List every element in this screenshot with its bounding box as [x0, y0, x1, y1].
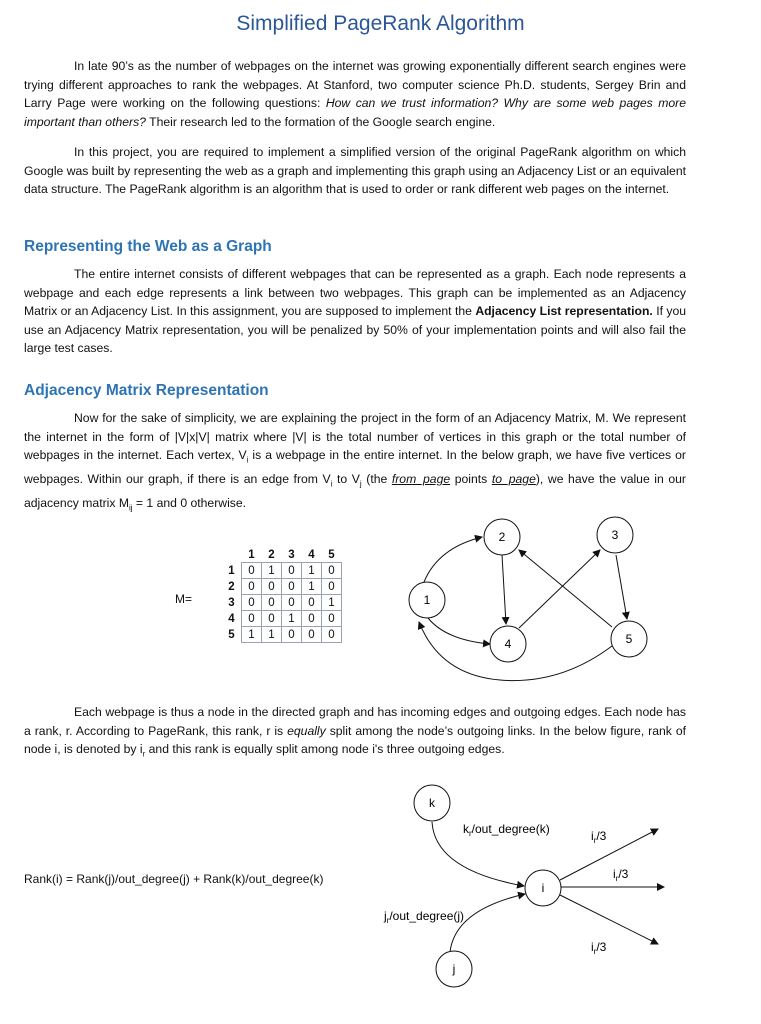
matrix-cell: 0: [262, 611, 282, 627]
matrix-row-header: 2: [228, 580, 235, 593]
node-j-label: j: [452, 962, 456, 976]
matrix-col-header: 3: [288, 548, 295, 561]
i-share-label-2: $i_r/3$: [613, 867, 629, 883]
edge-j-i: [450, 894, 525, 952]
matrix-col-header: 4: [308, 548, 315, 561]
matrix-header-row: [222, 547, 342, 563]
matrix-cell: 0: [282, 563, 302, 579]
rank-paragraph: Each webpage is thus a node in the directed graph and has incoming edges and outgoing edges. Each node has a rank, r. According to PageRank, this rank, r is equally split among the node’s outgoing links. In the below figure, rank of node i, is denoted by $i_r$ and this rank is equally split among node i's three outgoing edges.: [24, 705, 686, 759]
graph-paragraph: The entire internet consists of different webpages that can be represented as a graph. Each node represents a webpage and each edge represents a link between two webpages. This graph can be implemented as an Adjacency Matrix or an Adjacency List. In this assignment, you are supposed to implement the Adjacency List representation. If you use an Adjacency Matrix representation, you will be penalized by 50% of your implementation points and will also fail the large test cases.: [24, 267, 687, 356]
matrix-row: [222, 611, 342, 627]
graph-node-5: [611, 621, 647, 657]
matrix-cell: 1: [282, 611, 302, 627]
matrix-cell: 0: [302, 611, 322, 627]
node-i: [525, 870, 561, 906]
edge-4-3: [519, 550, 600, 628]
graph-node-label: 2: [498, 530, 506, 544]
matrix-cell: 1: [262, 563, 282, 579]
rank-formula: Rank(i) = Rank(j)/out_degree(j) + Rank(k)/out_degree(k): [24, 872, 324, 886]
matrix-row-header: 5: [228, 628, 235, 641]
matrix-row: [222, 595, 342, 611]
matrix-cell: 0: [242, 563, 262, 579]
matrix-cell: 0: [302, 595, 322, 611]
matrix-row-header: 4: [228, 612, 235, 625]
edge-1-2: [424, 537, 482, 582]
rank-split-diagram: [375, 780, 675, 990]
i-share-label-1: $i_r/3$: [591, 829, 607, 845]
node-i-label: i: [541, 881, 545, 895]
graph-node-label: 5: [625, 632, 633, 646]
matrix-row-header: 1: [228, 564, 235, 577]
graph-node-4: [490, 626, 526, 662]
edge-i-out-3: [560, 895, 658, 944]
matrix-cell: 0: [242, 611, 262, 627]
matrix-cell: 0: [282, 627, 302, 643]
matrix-cell: 0: [322, 611, 342, 627]
intro-paragraph-1: In late 90’s as the number of webpages on the internet was growing exponentially different search engines were trying different approaches to rank the webpages. At Stanford, two computer science Ph.D. students, Sergey Brin and Larry Page were working on the following questions: How can we trust information? Why are some web pages more important than others? Their research led to the formation of the Google search engine.: [24, 59, 686, 129]
matrix-cell: 0: [302, 627, 322, 643]
matrix-cell: 1: [302, 579, 322, 595]
matrix-cell: 0: [322, 627, 342, 643]
matrix-col-header: 2: [268, 548, 275, 561]
node-k-label: k: [429, 796, 435, 810]
matrix-cell: 0: [262, 579, 282, 595]
graph-node-label: 1: [423, 593, 431, 607]
page-title: Simplified PageRank Algorithm: [236, 12, 525, 35]
j-share-label: $j_r/out\_degree(j)$: [384, 909, 465, 925]
matrix-cell: 1: [242, 627, 262, 643]
i-share-label-3: $i_r/3$: [591, 940, 607, 956]
intro-paragraph-2: In this project, you are required to implement a simplified version of the original PageRank algorithm on which Google was built by representing the web as a graph and implementing this graph using an Adjacency List or an equivalent data structure. The PageRank algorithm is an algorithm that is used to order or rank different web pages on the internet.: [24, 145, 686, 197]
graph-node-label: 3: [611, 528, 619, 542]
edge-i-out-1: [560, 829, 658, 880]
matrix-row: [222, 563, 342, 579]
matrix-row: [222, 579, 342, 595]
edge-2-4: [502, 555, 506, 624]
matrix-cell: 0: [322, 563, 342, 579]
matrix-label: M=: [175, 592, 193, 606]
graph-node-1: [409, 582, 445, 618]
matrix-cell: 1: [302, 563, 322, 579]
matrix-cell: 0: [242, 579, 262, 595]
graph-node-3: [597, 517, 633, 553]
matrix-row: [222, 627, 342, 643]
matrix-cell: 0: [242, 595, 262, 611]
matrix-col-header: 5: [328, 548, 335, 561]
graph-node-label: 4: [504, 637, 512, 651]
graph-diagram: [395, 510, 665, 685]
matrix-cell: 1: [322, 595, 342, 611]
edge-3-5: [616, 555, 627, 619]
section-heading-graph: Representing the Web as a Graph: [24, 238, 272, 255]
matrix-col-header: 1: [248, 548, 255, 561]
matrix-cell: 0: [282, 579, 302, 595]
edge-5-2: [519, 550, 612, 627]
node-k: [414, 785, 450, 821]
matrix-cell: 1: [262, 627, 282, 643]
matrix-row-header: 3: [228, 596, 235, 609]
node-j: [436, 951, 472, 987]
matrix-cell: 0: [322, 579, 342, 595]
section-heading-matrix: Adjacency Matrix Representation: [24, 382, 269, 399]
matrix-cell: 0: [282, 595, 302, 611]
adjacency-matrix: [222, 547, 342, 643]
edge-1-4: [428, 618, 490, 644]
graph-node-2: [484, 519, 520, 555]
matrix-paragraph: Now for the sake of simplicity, we are explaining the project in the form of an Adjacency Matrix, M. We represent the internet in the form of |V|x|V| matrix where |V| is the total number of vertices in this graph or the total number of webpages in the internet. Each vertex, $V_i$ is a webpage in the entire internet. In the below graph, we have five vertices or webpages. Within our graph, if there is an edge from $V_i$ to $V_j$ (the from_page points to_page), we have the value in our adjacency matrix $M_{ij} = 1$ and 0 otherwise.: [24, 411, 686, 513]
k-share-label: $k_r/out\_degree(k)$: [463, 822, 550, 838]
matrix-cell: 0: [262, 595, 282, 611]
